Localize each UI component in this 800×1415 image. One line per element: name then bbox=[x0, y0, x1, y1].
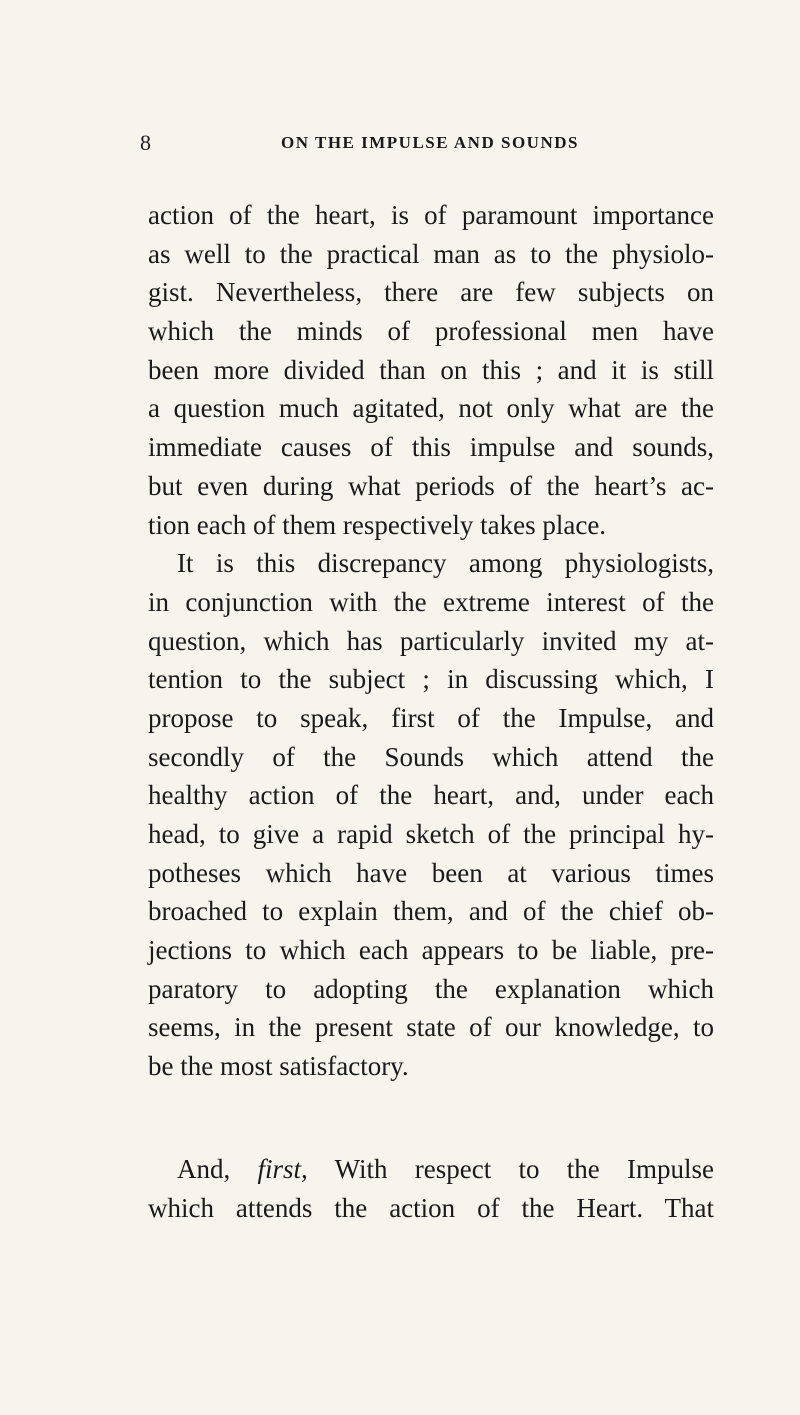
text-line: gist. Nevertheless, there are few subjects on bbox=[148, 277, 714, 308]
text-line bbox=[148, 1150, 714, 1189]
running-head bbox=[140, 130, 720, 160]
text-line: a question much agitated, not only what are the bbox=[148, 393, 714, 424]
section-break bbox=[148, 1086, 714, 1150]
text-line: tention to the subject ; in discussing which, I bbox=[148, 664, 714, 695]
text-line: paratory to adopting the explanation which bbox=[148, 973, 714, 1004]
intro-rest: With respect to the Impulse bbox=[334, 1153, 714, 1184]
paragraph-3 bbox=[148, 1150, 714, 1227]
text-line: in conjunction with the extreme interest of the bbox=[148, 586, 714, 617]
text-line: head, to give a rapid sketch of the principal hy- bbox=[148, 819, 714, 849]
text-line: question, which has particularly invited my at- bbox=[148, 625, 714, 656]
intro-italic: first, bbox=[257, 1153, 308, 1184]
text-line: It is this discrepancy among physiologists, bbox=[177, 548, 714, 579]
paragraph-2 bbox=[148, 544, 714, 1086]
text-line: been more divided than on this ; and it is still bbox=[148, 354, 714, 385]
text-line: action of the heart, is of paramount importance bbox=[148, 200, 714, 230]
text-line: healthy action of the heart, and, under each bbox=[148, 780, 714, 811]
text-line: tion each of them respectively takes place. bbox=[148, 509, 607, 540]
text-line: which attends the action of the Heart. That bbox=[148, 1192, 714, 1223]
text-line: which the minds of professional men have bbox=[148, 316, 714, 347]
text-line: jections to which each appears to be liable, pre- bbox=[148, 935, 714, 966]
running-title: ON THE IMPULSE AND SOUNDS bbox=[281, 133, 579, 152]
text-line: potheses which have been at various times bbox=[148, 857, 714, 888]
text-line: be the most satisfactory. bbox=[148, 1051, 409, 1082]
text-line: as well to the practical man as to the physiolo- bbox=[148, 238, 714, 269]
text-line: seems, in the present state of our knowledge, to bbox=[148, 1012, 714, 1043]
text-line: propose to speak, first of the Impulse, and bbox=[148, 702, 714, 733]
intro-word: And, bbox=[177, 1153, 231, 1184]
text-line: immediate causes of this impulse and sounds, bbox=[148, 432, 714, 463]
page-number: 8 bbox=[140, 130, 152, 155]
paragraph-1 bbox=[148, 196, 714, 544]
text-line: but even during what periods of the heart’s ac- bbox=[148, 470, 714, 501]
text-line: secondly of the Sounds which attend the bbox=[148, 741, 714, 772]
text-line: broached to explain them, and of the chief ob- bbox=[148, 896, 714, 927]
body-text bbox=[148, 196, 714, 1227]
